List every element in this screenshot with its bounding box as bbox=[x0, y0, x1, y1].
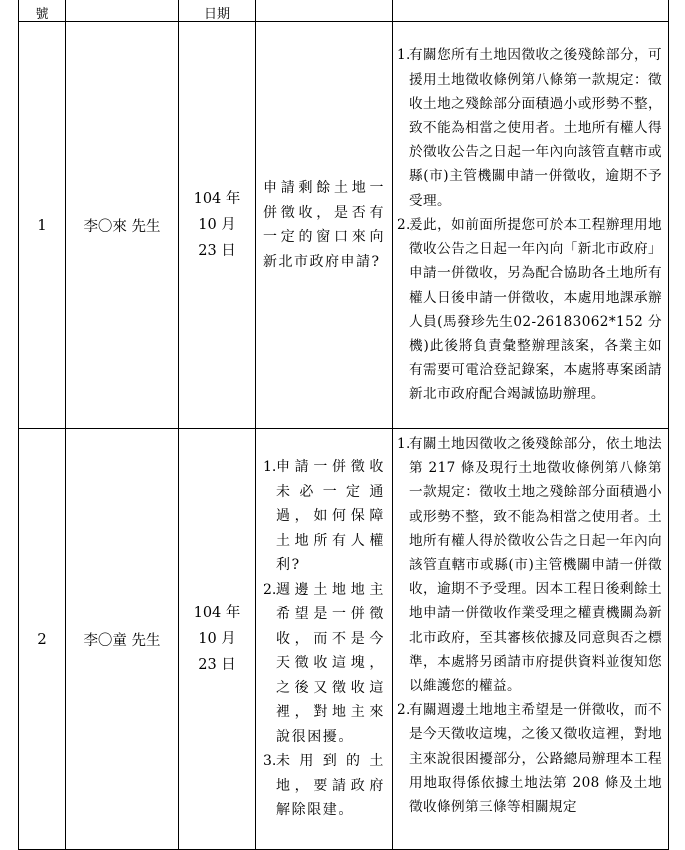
question-number: 3. bbox=[263, 753, 277, 770]
header-date: 日期 bbox=[179, 0, 256, 22]
answer-item bbox=[397, 213, 662, 407]
petition-date bbox=[179, 429, 256, 850]
opinion-table bbox=[18, 0, 669, 850]
answer-item bbox=[397, 698, 662, 819]
date-year: 104 年 bbox=[193, 191, 241, 207]
header-answer bbox=[393, 0, 669, 22]
answer-item bbox=[397, 43, 662, 212]
question-number: 2. bbox=[263, 581, 277, 598]
answer-cell bbox=[393, 429, 669, 850]
question-text: 未用到的土地，要請政府解除限建。 bbox=[276, 753, 385, 819]
question-list bbox=[263, 455, 385, 823]
answer-text: 有關週邊土地地主希望是一併徵收，而不是今天徵收這塊，之後又徵收這裡，對地主來說很困擾部分，公路總局辦理本工程用地取得係依據土地法第 208 條及土地徵收條例第三條等相關規定 bbox=[409, 702, 662, 816]
header-no: 號 bbox=[19, 0, 66, 22]
petition-date bbox=[179, 22, 256, 429]
answer-list bbox=[397, 432, 662, 819]
answer-number: 1. bbox=[397, 436, 411, 452]
answer-number: 2. bbox=[397, 702, 411, 719]
row-number: 2 bbox=[19, 429, 66, 850]
answer-text: 有關土地因徵收之後殘餘部分，依土地法第 217 條及現行土地徵收條例第八條第一款規定：徵收土地之殘餘部分面積過小或形勢不整，致不能為相當之使用者。土地所有權人得於徵收公告之日起一年內向該管直轄市或縣(市)主管機關申請一併徵收，逾期不予受理。因本工程日後剩餘土地申請一併徵收作業受理之權責機關為新北市政府，至其審核依據及同意與否之標準，本處將另函請市府提供資料並復知您以維護您的權益。 bbox=[409, 436, 662, 695]
question-text: 申請一併徵收未必一定通過，如何保障土地所有人權利? bbox=[276, 459, 385, 574]
header-question bbox=[256, 0, 393, 22]
date-month: 10 月 bbox=[198, 631, 236, 647]
answer-number: 2. bbox=[397, 216, 411, 233]
header-name bbox=[66, 0, 179, 22]
answer-list bbox=[397, 43, 662, 406]
question-cell bbox=[256, 22, 393, 429]
answer-cell bbox=[393, 22, 669, 429]
table-header-row bbox=[19, 0, 669, 22]
question-cell bbox=[256, 429, 393, 850]
table-row bbox=[19, 429, 669, 850]
date-day: 23 日 bbox=[198, 657, 236, 673]
row-number: 1 bbox=[19, 22, 66, 429]
answer-text: 爰此，如前面所提您可於本工程辦理用地徵收公告之日起一年內向「新北市政府」申請一併徵收，另為配合協助各土地所有權人日後申請一併徵收，本處用地課承辦人員(馬發珍先生02-26183062*152 分機)此後將負責彙整辦理該案，各業主如有需要可電洽登記錄案，本處將專案函請新北市政府配合竭誠協助辦理。 bbox=[409, 216, 662, 403]
petitioner-name: 李〇來 先生 bbox=[66, 22, 179, 429]
answer-number: 1. bbox=[397, 47, 411, 64]
question-item bbox=[263, 578, 385, 750]
date-day: 23 日 bbox=[198, 243, 236, 259]
question-number: 1. bbox=[263, 459, 277, 476]
question-text: 週邊土地地主希望是一併徵收，而不是今天徵收這塊，之後又徵收這裡，對地主來說很困擾。 bbox=[276, 581, 385, 745]
question-text: 申請剩餘土地一併徵收，是否有一定的窗口來向新北市政府申請? bbox=[263, 180, 385, 270]
question-item bbox=[263, 455, 385, 578]
answer-text: 有關您所有土地因徵收之後殘餘部分，可援用土地徵收條例第八條第一款規定：徵收土地之殘餘部分面積過小或形勢不整，致不能為相當之使用者。土地所有權人得於徵收公告之日起一年內向該管直轄市或縣(市)主管機關申請一併徵收，逾期不予受理。 bbox=[409, 47, 662, 209]
petitioner-name: 李〇童 先生 bbox=[66, 429, 179, 850]
table-row bbox=[19, 22, 669, 429]
date-year: 104 年 bbox=[193, 605, 241, 621]
date-month: 10 月 bbox=[198, 217, 236, 233]
answer-item bbox=[397, 432, 662, 698]
question-item bbox=[263, 749, 385, 823]
